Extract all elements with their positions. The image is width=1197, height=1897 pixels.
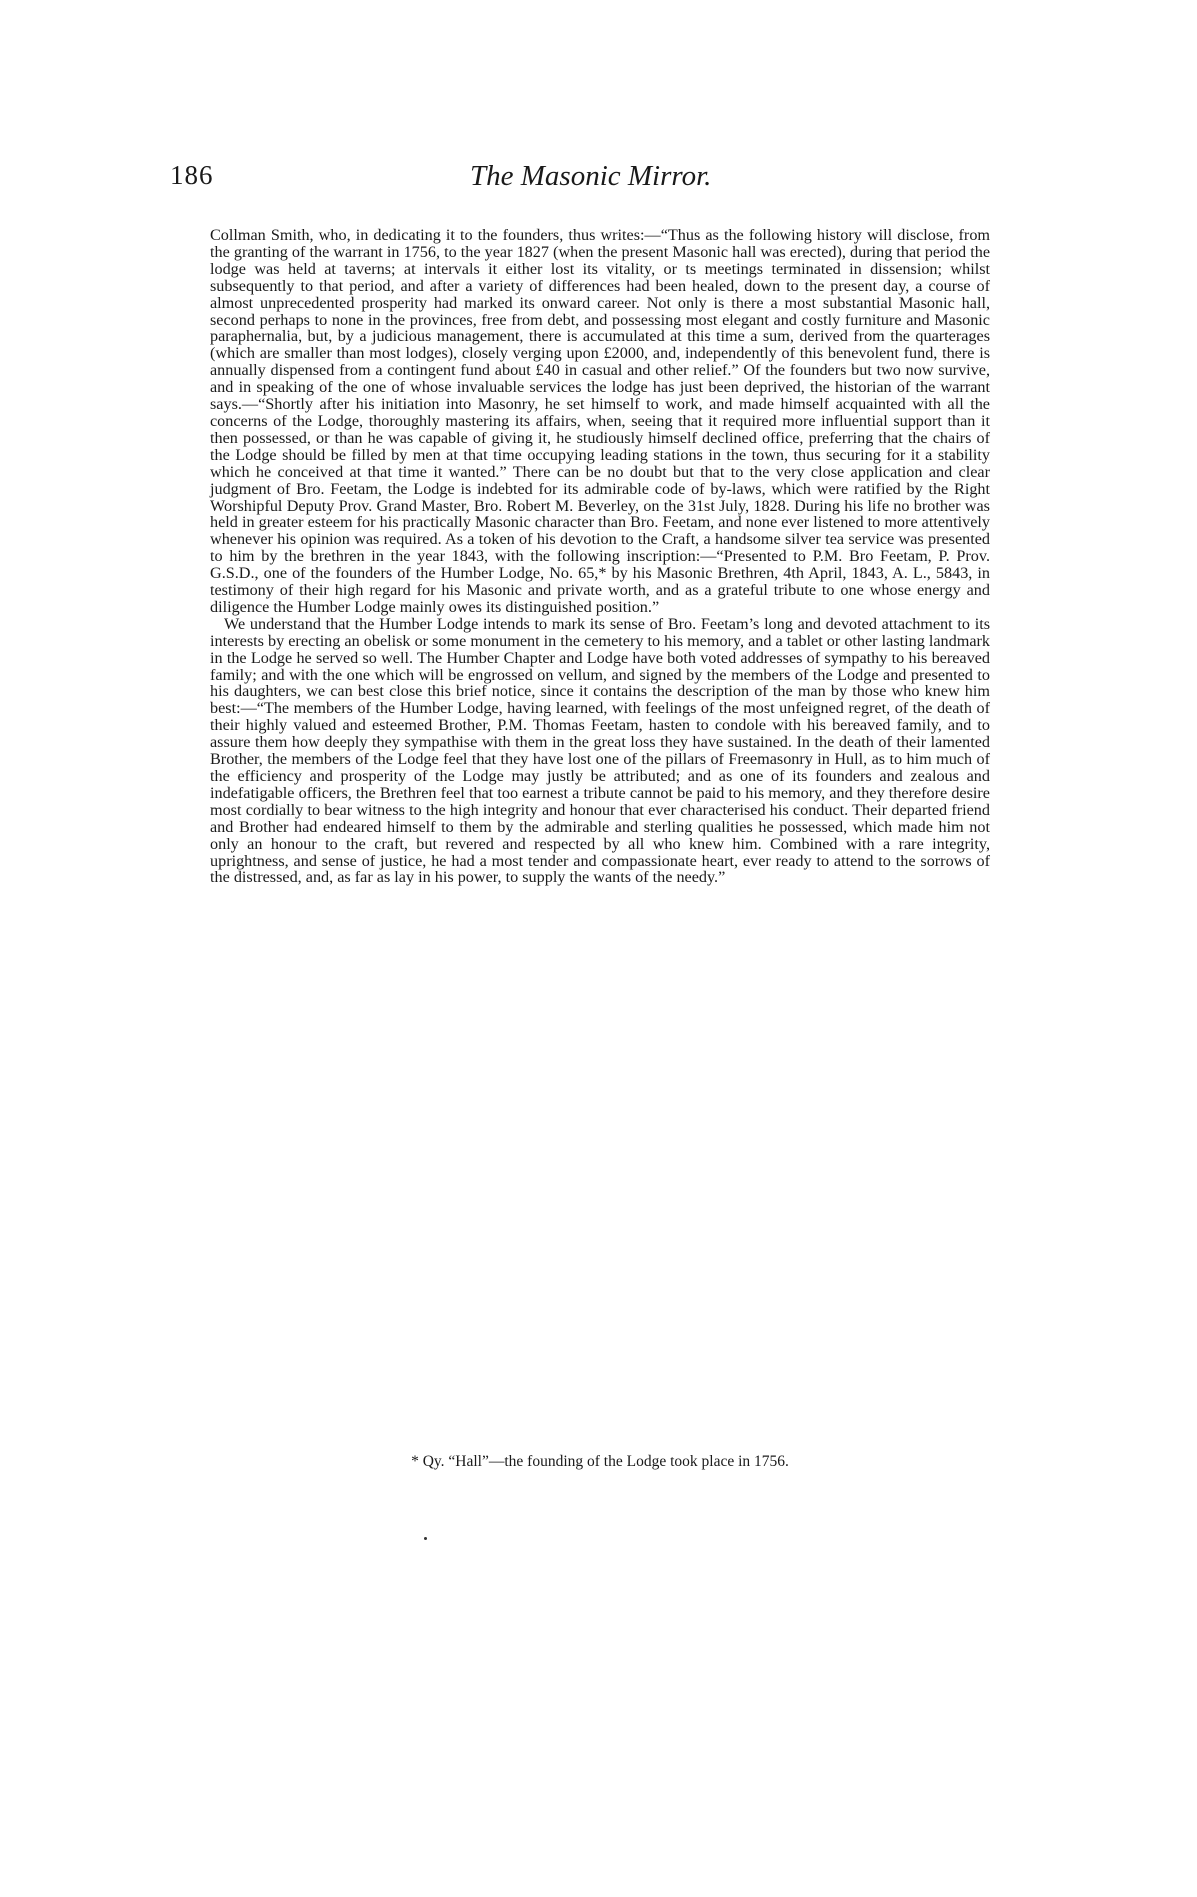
- page-header: [170, 160, 1000, 200]
- footnote: * Qy. “Hall”—the founding of the Lodge took place in 1756.: [411, 1453, 789, 1470]
- paragraph: Collman Smith, who, in dedicating it to the founders, thus writes:—“Thus as the following history will disclose, from the granting of the warrant in 1756, to the year 1827 (when the present Masonic hall was erected), during that period the lodge was held at taverns; at intervals it either lost its vitality, or ts meetings terminated in dissension; whilst subsequently to that period, and after a variety of differences had been healed, down to the present day, a course of almost unprecedented prosperity had marked its onward career. Not only is there a most substantial Masonic hall, second perhaps to none in the provinces, free from debt, and possessing most elegant and costly furniture and Masonic paraphernalia, but, by a judicious management, there is accumulated at this time a sum, derived from the quarterages (which are smaller than most lodges), closely verging upon £2000, and, independently of this benevolent fund, there is annually dispensed from a contingent fund about £40 in casual and other relief.” Of the founders but two now survive, and in speaking of the one of whose invaluable services the lodge has just been deprived, the historian of the warrant says.—“Shortly after his initiation into Masonry, he set himself to work, and made himself acquainted with all the concerns of the Lodge, thoroughly mastering its affairs, when, seeing that it required more influential support than it then possessed, or than he was capable of giving it, he studiously himself declined office, preferring that the chairs of the Lodge should be filled by men at that time occupying leading stations in the town, thus securing for it a stability which he conceived at that time it wanted.” There can be no doubt but that to the very close application and clear judgment of Bro. Feetam, the Lodge is indebted for its admirable code of by-laws, which were ratified by the Right Worshipful Deputy Prov. Grand Master, Bro. Robert M. Beverley, on the 31st July, 1828. During his life no brother was held in greater esteem for his practically Masonic character than Bro. Feetam, and none ever listened to more attentively whenever his opinion was required. As a token of his devotion to the Craft, a handsome silver tea service was presented to him by the brethren in the year 1843, with the following inscription:—“Presented to P.M. Bro Feetam, P. Prov. G.S.D., one of the founders of the Humber Lodge, No. 65,* by his Masonic Brethren, 4th April, 1843, A. L., 5843, in testimony of their high regard for his Masonic and private worth, and as a grateful tribute to one whose energy and diligence the Humber Lodge mainly owes its distinguished position.”: [210, 226, 990, 616]
- running-title: The Masonic Mirror.: [470, 160, 712, 192]
- page-number: 186: [170, 160, 214, 190]
- stray-mark: [424, 1537, 427, 1540]
- article-body: [210, 227, 990, 886]
- paragraph: We understand that the Humber Lodge intends to mark its sense of Bro. Feetam’s long and devoted attachment to its interests by erecting an obelisk or some monument in the cemetery to his memory, and a tablet or other lasting landmark in the Lodge he served so well. The Humber Chapter and Lodge have both voted addresses of sympathy to his bereaved family; and with the one which will be engrossed on vellum, and signed by the members of the Lodge and presented to his daughters, we can best close this brief notice, since it contains the description of the man by those who knew him best:—“The members of the Humber Lodge, having learned, with feelings of the most unfeigned regret, of the death of their highly valued and esteemed Brother, P.M. Thomas Feetam, hasten to condole with his bereaved family, and to assure them how deeply they sympathise with them in the great loss they have sustained. In the death of their lamented Brother, the members of the Lodge feel that they have lost one of the pillars of Freemasonry in Hull, as to him much of the efficiency and prosperity of the Lodge may justly be attributed; and as one of its founders and zealous and indefatigable officers, the Brethren feel that too earnest a tribute cannot be paid to his memory, and they therefore desire most cordially to bear witness to the high integrity and honour that ever characterised his conduct. Their departed friend and Brother had endeared himself to them by the admirable and sterling qualities he possessed, which made him not only an honour to the craft, but revered and respected by all who knew him. Combined with a rare integrity, uprightness, and sense of justice, he had a most tender and compassionate heart, ever ready to attend to the sorrows of the distressed, and, as far as lay in his power, to supply the wants of the needy.”: [210, 614, 990, 887]
